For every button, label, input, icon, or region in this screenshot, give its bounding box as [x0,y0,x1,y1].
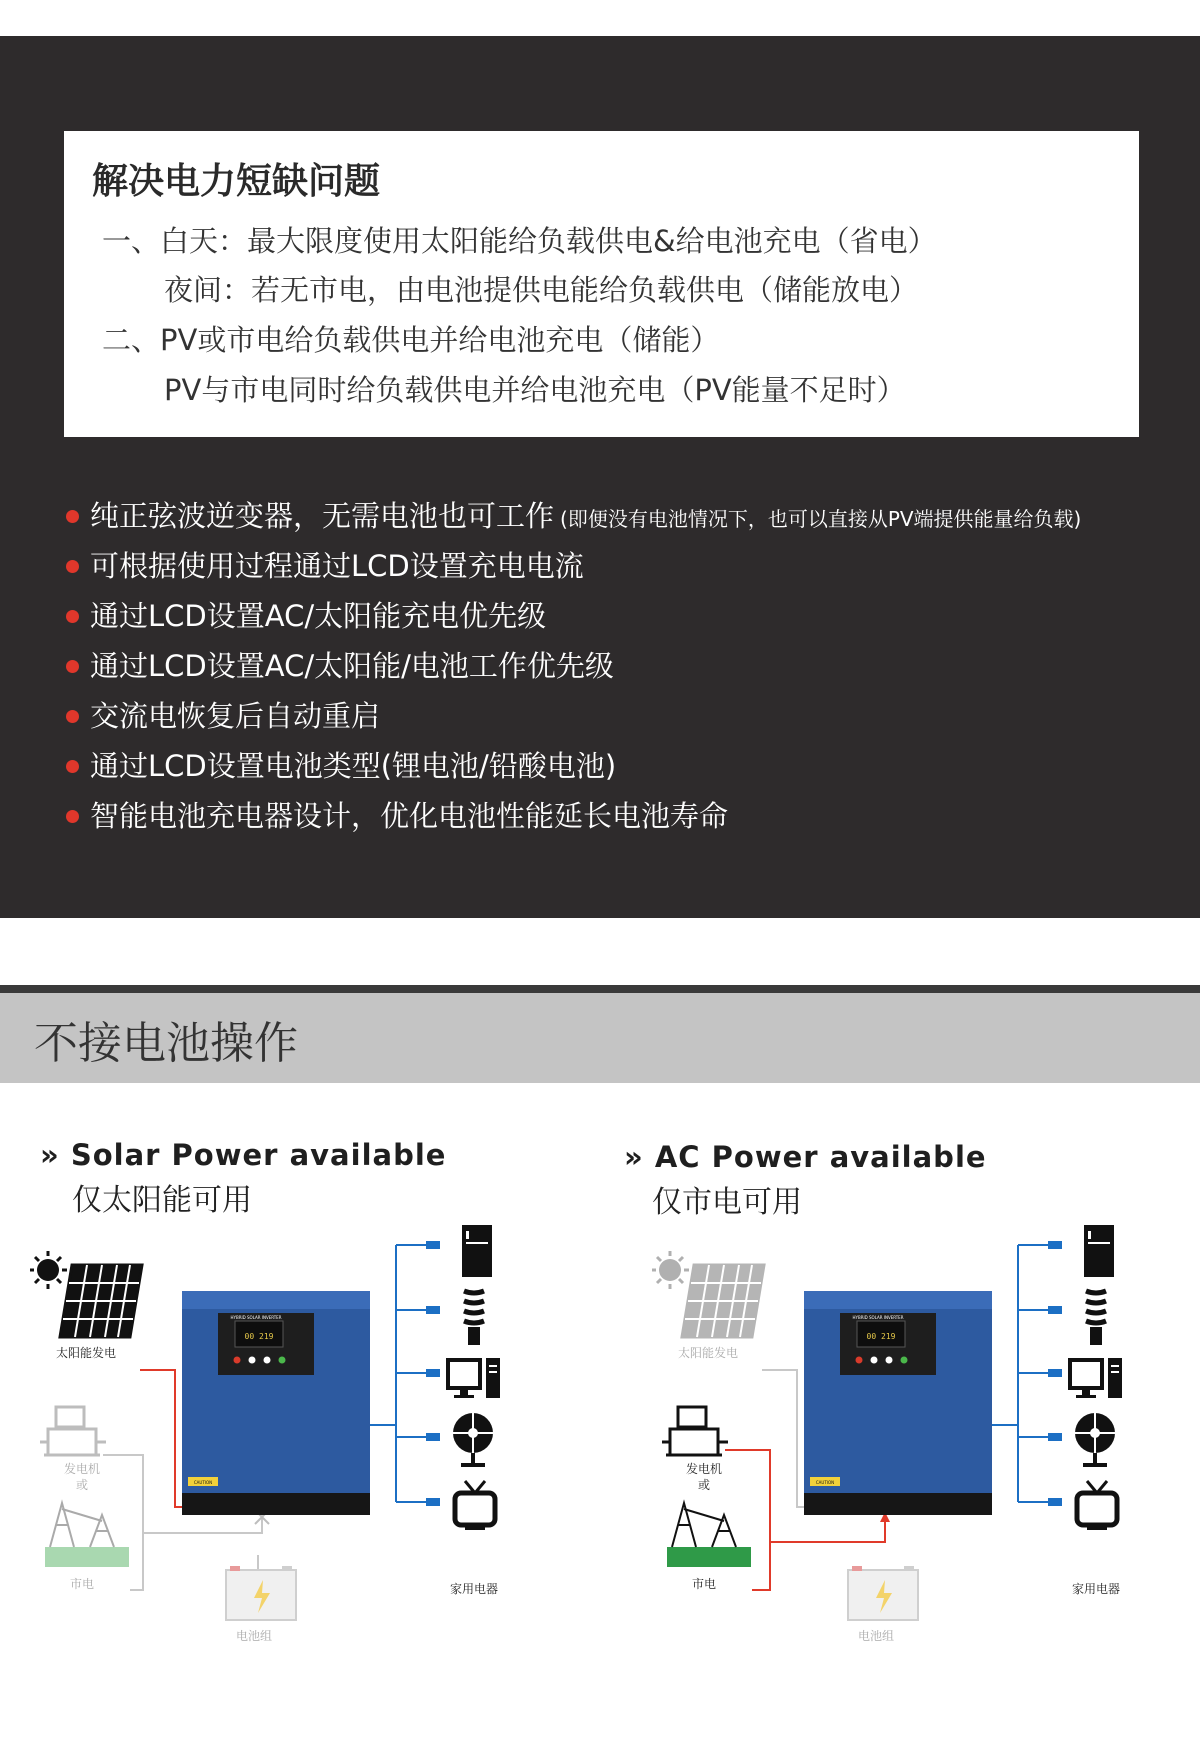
generator-label: 发电机 [686,1462,723,1476]
generator-icon [662,1407,728,1455]
feature-text: 通过LCD设置电池类型(锂电池/铅酸电池) [90,749,617,783]
feature-note: (即便没有电池情况下，也可以直接从PV端提供能量给负载) [560,507,1082,531]
button-icon [264,1357,271,1364]
feature-text: 纯正弦波逆变器，无需电池也可工作 [90,499,555,533]
feature-item [66,591,1081,641]
lcd-readout: 00 219 [866,1332,896,1341]
inverter-unit [804,1291,992,1515]
problem-line-1: 一、白天：最大限度使用太阳能给负载供电&给电池充电（省电） [102,224,937,258]
bullet-icon [66,560,79,573]
grid-icon [45,1503,129,1567]
bulb-icon [464,1291,484,1345]
ac-diagram [652,1225,1200,1645]
section-banner [0,993,1200,1083]
mode-solar-subtitle: 仅太阳能可用 [72,1183,252,1218]
feature-item [66,791,1081,841]
bullet-icon [66,510,79,523]
feature-text: 通过LCD设置AC/太阳能充电优先级 [90,599,547,633]
bullet-icon [66,810,79,823]
solar-diagram [30,1225,590,1645]
inverter-unit [182,1291,370,1515]
solar-panel-icon [60,1265,142,1337]
feature-item [66,641,1081,691]
solar-label: 太阳能发电 [678,1346,739,1360]
sun-icon [30,1251,67,1289]
battery-icon [848,1566,918,1620]
feature-item [66,691,1081,741]
intro-section [0,36,1200,918]
caution-text: CAUTION [193,1480,213,1485]
generator-label: 发电机 [64,1462,101,1476]
inverter-name: HYBRID SOLAR INVERTER [852,1315,904,1320]
battery-label: 电池组 [236,1629,273,1643]
problem-box [64,131,1139,437]
indicator-green-icon [901,1357,908,1364]
button-icon [886,1357,893,1364]
mode-solar-title: » Solar Power available [40,1138,447,1172]
fan-icon [1075,1413,1115,1467]
button-icon [871,1357,878,1364]
feature-text: 智能电池充电器设计，优化电池性能延长电池寿命 [90,799,729,833]
tv-icon [1077,1481,1117,1530]
grid-label: 市电 [70,1577,95,1591]
banner-top-line [0,985,1200,993]
grid-wire [103,1455,143,1590]
indicator-red-icon [234,1357,241,1364]
feature-text: 可根据使用过程通过LCD设置充电电流 [90,549,584,583]
bullet-icon [66,610,79,623]
ac-input-wire [143,1517,262,1533]
feature-item [66,741,1081,791]
or-label: 或 [76,1478,89,1492]
problem-title: 解决电力短缺问题 [92,161,381,202]
bullet-icon [66,660,79,673]
or-label: 或 [698,1478,711,1492]
sun-icon [652,1251,689,1289]
feature-item [66,541,1081,591]
ac-input-wire [770,1517,885,1542]
bullet-icon [66,760,79,773]
fridge-icon [1084,1225,1114,1277]
mode-ac-subtitle: 仅市电可用 [652,1185,802,1220]
caution-text: CAUTION [815,1480,835,1485]
section-title: 不接电池操作 [34,1018,298,1069]
grid-icon [667,1503,751,1567]
inverter-name: HYBRID SOLAR INVERTER [230,1315,282,1320]
tv-icon [455,1481,495,1530]
mode-ac-title: » AC Power available [624,1140,987,1174]
grid-label: 市电 [692,1577,717,1591]
grid-wire [725,1450,770,1590]
problem-line-4: PV与市电同时给负载供电并给电池充电（PV能量不足时） [164,373,906,407]
battery-label: 电池组 [858,1629,895,1643]
indicator-red-icon [856,1357,863,1364]
bulb-icon [1086,1291,1106,1345]
solar-panel-icon [682,1265,764,1337]
solar-label: 太阳能发电 [56,1346,117,1360]
bullet-icon [66,710,79,723]
plug-icons [426,1241,440,1506]
plug-icons [1048,1241,1062,1506]
problem-line-2: 夜间：若无市电，由电池提供电能给负载供电（储能放电） [164,273,919,307]
fan-icon [453,1413,493,1467]
fridge-icon [462,1225,492,1277]
generator-icon [40,1407,106,1455]
appliances-label: 家用电器 [1072,1582,1121,1596]
problem-line-3: 二、PV或市电给负载供电并给电池充电（储能） [102,323,720,357]
feature-list [66,491,1081,841]
feature-text: 交流电恢复后自动重启 [90,699,381,733]
battery-icon [226,1566,296,1620]
computer-icon [448,1358,500,1398]
button-icon [249,1357,256,1364]
feature-text: 通过LCD设置AC/太阳能/电池工作优先级 [90,649,614,683]
appliances-label: 家用电器 [450,1582,499,1596]
computer-icon [1070,1358,1122,1398]
lcd-readout: 00 219 [244,1332,274,1341]
feature-item [66,491,1081,541]
indicator-green-icon [279,1357,286,1364]
